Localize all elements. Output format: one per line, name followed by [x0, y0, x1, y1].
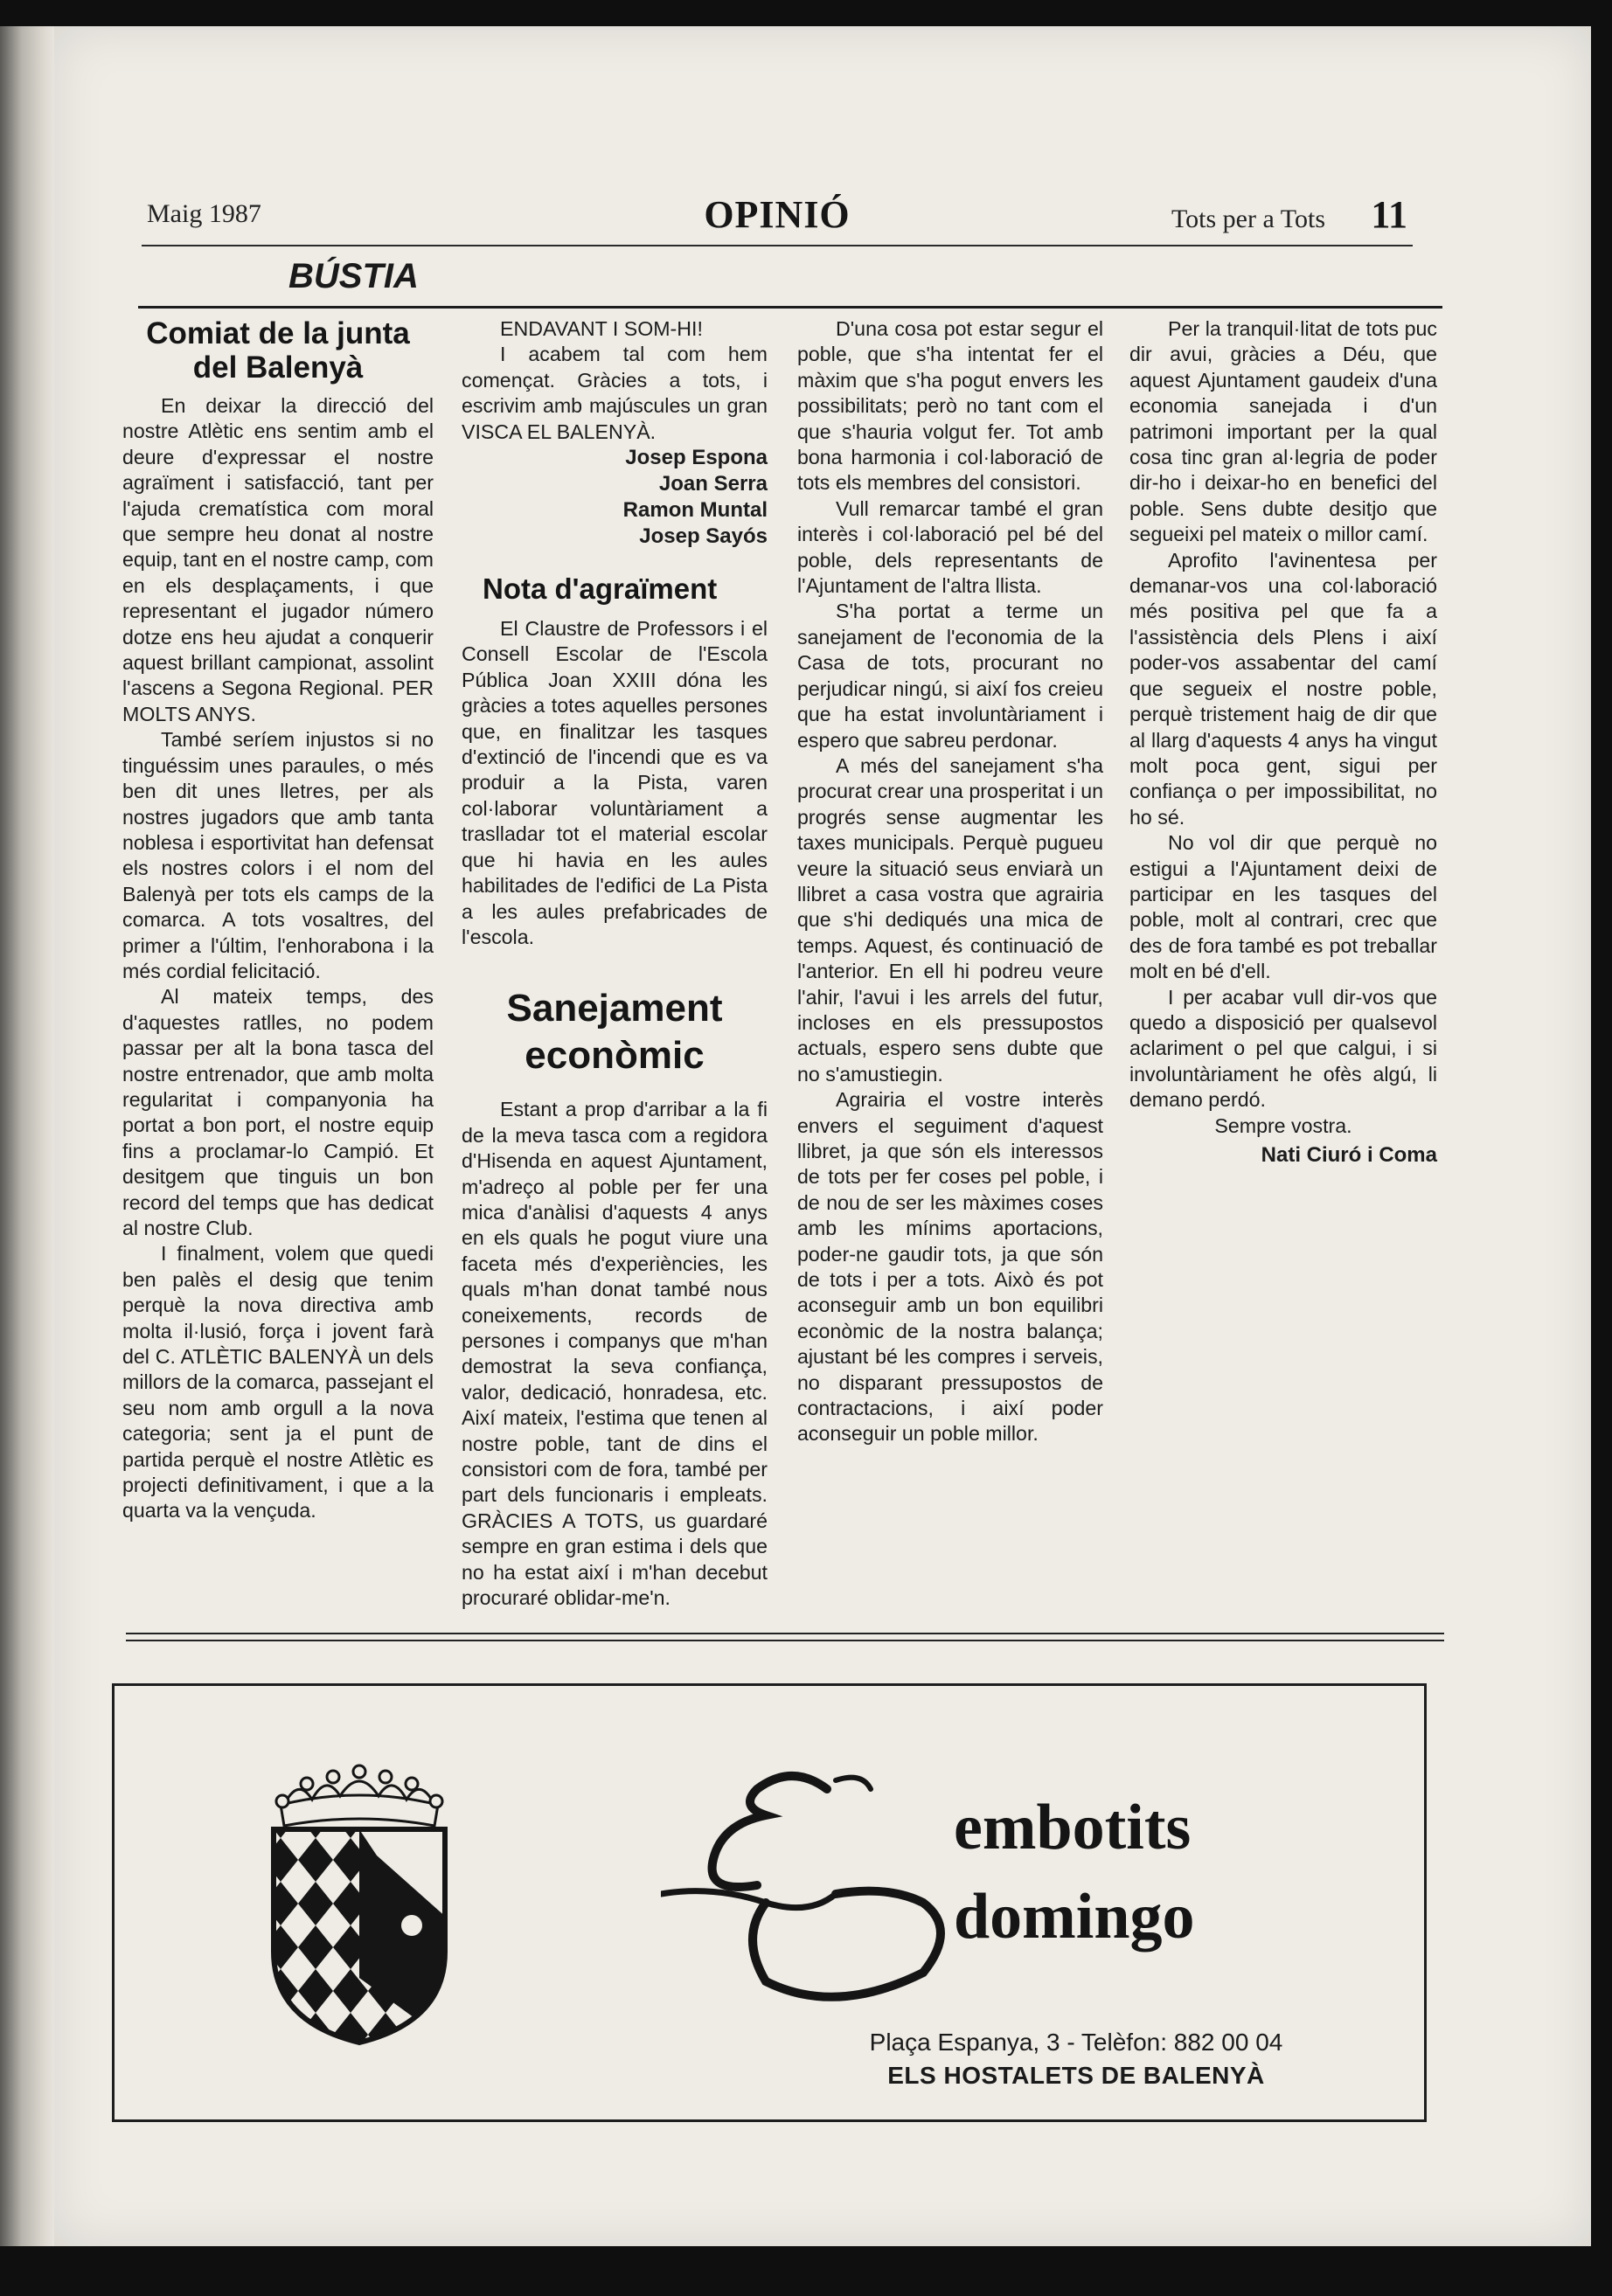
column-2	[462, 316, 768, 1619]
ed-monogram-icon	[661, 1754, 949, 2008]
article1-title: Comiat de la junta del Balenyà	[146, 316, 410, 385]
column-title-rule	[138, 306, 1442, 309]
article1-paragraph: En deixar la direcció del nostre Atlètic ens sentim amb el deure d'expressar el nostre agraïment i satisfacció, tant per l'ajuda crematística com moral que sempre heu donat al nostre equip, tant en el nostre camp, com en els desplaçaments, i que representant el jugador número dotze ens heu ajudat a conquerir aquest brillant campionat, assolint l'ascens a Segona Regional. PER MOLTS ANYS.	[122, 394, 434, 725]
column-4	[1129, 316, 1437, 1619]
signatory: Josep Espona	[625, 446, 768, 470]
article1-paragraph: ENDAVANT I SOM-HI!	[500, 317, 703, 340]
article1-paragraph: I acabem tal com hem començat. Gràcies a tots, i escrivim amb majúscules un gran VISCA EL BALENYÀ.	[462, 343, 768, 443]
article1-paragraph: Al mateix temps, des d'aquestes ratlles, no podem passar per alt la bona tasca del nostre entrenador, que amb molta regularitat i companyonia ha portat a bon port, el nostre equip fins a proclamar-lo Campió. Et desitgem que tinguis un bon record del temps que has dedicat al nostre Club.	[122, 985, 434, 1239]
advert-address: Plaça Espanya, 3 - Telèfon: 882 00 04	[869, 2029, 1283, 2056]
article3-paragraph: Agrairia el vostre interès envers el seguiment d'aquest llibret, ja que són els interessos de tots per fer coses pel poble, i de nou de ser les màximes coses amb les mínims aportacions, poder-ne gaudir tots, ja que són de tots i per a tots. Això és pot aconseguir amb un bon equilibri econòmic de la nostra balança; ajustant bé les compres i serveis, no disparant pressupostos de contractacions, i així poder aconseguir un poble millor.	[797, 1088, 1103, 1446]
article3-paragraph: A més del sanejament s'ha procurat crear una prosperitat i un progrés sense augmentar les taxes municipals. Perquè pugueu veure la situació seus enviarà un llibret a casa vostra que agrairia que s'hi dediqués una mica de temps. Aquest, és continuació de l'anterior. En ell hi podreu veure l'ahir, l'avui i les arrels del futur, incloses en els pressupostos actuals, espero sens dubte que no s'amustiegin.	[797, 753, 1103, 1086]
page-number: 11	[1371, 193, 1407, 236]
article3-paragraph: Aprofito l'avinentesa per demanar-vos una col·laboració més positiva pel que fa a l'assistència dels Plens i així poder-vos assabentar del camí que segueix el nostre poble, perquè tristement haig de dir que al llarg d'aquests 4 anys ha vingut molt poca gent, sigui per confiança o per impossibilitat, no ho sé.	[1129, 548, 1437, 829]
article3-paragraph: Per la tranquil·litat de tots puc dir avui, gràcies a Déu, que aquest Ajuntament gaudeix d'una economia sanejada i d'un patrimoni important per la qual cosa tinc gran al·legria de poder dir-ho i deixar-ho en benefici del poble. Sens dubte desitjo que segueixi pel mateix o millor camí.	[1129, 317, 1437, 546]
article1-signatories	[462, 445, 768, 550]
advertisement-box	[112, 1683, 1427, 2122]
signatory: Josep Sayós	[639, 524, 768, 549]
article3-signature: Nati Ciuró i Coma	[1261, 1143, 1437, 1167]
article3-paragraph: D'una cosa pot estar segur el poble, que s'ha intentat fer el màxim que s'ha pogut envers les possibilitats; però no tant com el que s'hauria volgut fer. Tot amb bona harmonia i col·laboració de tots els membres del consistori.	[797, 317, 1103, 495]
article3-title: Sanejament econòmic	[506, 987, 723, 1078]
article3-closing: Sempre vostra.	[1214, 1113, 1352, 1137]
section-title: OPINIÓ	[704, 193, 851, 236]
header-rule	[142, 245, 1413, 246]
footer-rule-bottom	[126, 1640, 1444, 1641]
footer-rule-top	[126, 1633, 1444, 1634]
signatory: Joan Serra	[658, 472, 768, 496]
advert-brand-line-2: domingo	[954, 1881, 1195, 1953]
signatory: Ramon Muntal	[622, 498, 768, 523]
article3-paragraph: Vull remarcar també el gran interès i col·laboració pel bé del poble, dels representants de l'Ajuntament de l'altra llista.	[797, 496, 1103, 598]
column-1	[122, 316, 434, 1619]
article3-paragraph: No vol dir que perquè no estigui a l'Ajuntament deixi de participar en les tasques del poble, molt al contrari, crec que des de fora també es pot treballar molt en bé d'ell.	[1129, 831, 1437, 983]
issue-date: Maig 1987	[147, 199, 261, 228]
article3-paragraph: S'ha portat a terme un sanejament de l'economia de la Casa de tots, procurant no perjudicar ningú, si així fos creieu que ha estat involuntàriament i espero que sabreu perdonar.	[797, 600, 1103, 752]
advert-town: ELS HOSTALETS DE BALENYÀ	[887, 2062, 1265, 2089]
publication-name: Tots per a Tots	[1171, 205, 1325, 233]
article2-title: Nota d'agraïment	[483, 572, 718, 606]
article2-paragraph: El Claustre de Professors i el Consell Escolar de l'Escola Pública Joan XXIII dóna les gràcies a totes aquelles persones que, en finalitzar les tasques d'extinció de l'incendi que es va produir a la Pista, varen col·laborar voluntàriament a traslladar tot el material escolar que hi havia en les aules habilitades de l'edifici de La Pista a les aules prefabricades de l'escola.	[462, 617, 768, 948]
page-header	[142, 192, 1413, 245]
article3-paragraph: Estant a prop d'arribar a la fi de la meva tasca com a regidora d'Hisenda en aquest Ajuntament, m'adreço al poble per fer una mica d'anàlisi d'aquests 4 anys en els quals he pogut viure una faceta més d'experiències, les quals m'han donat també nous coneixements, records de persones i companys que m'han demostrat la seva confiança, valor, dedicació, honradesa, etc. Així mateix, l'estima que tenen al nostre poble, tant de dins el consistori com de fora, també per part dels funcionaris i empleats. GRÀCIES A TOTS, us guardaré sempre en gran estima i dels que no ha estat així i m'han decebut procuraré oblidar-me'n.	[462, 1098, 768, 1610]
advert-brand-line-1: embotits	[954, 1792, 1192, 1863]
town-coat-of-arms-icon	[263, 1751, 455, 2048]
column-3	[797, 316, 1103, 1619]
article1-paragraph: I finalment, volem que quedi ben palès el desig que tenim perquè la nova directiva amb molta il·lusió, força i jovent farà del C. ATLÈTIC BALENYÀ un dels millors de la comarca, passejant el seu nom amb orgull a la nova categoria; sent ja el punt de partida perquè el nostre Atlètic es projecti definitivament, i que a la quarta va la vençuda.	[122, 1242, 434, 1523]
column-title: BÚSTIA	[288, 257, 419, 295]
magazine-spine	[0, 26, 54, 2246]
article1-paragraph: També seríem injustos si no tinguéssim unes paraules, o més ben dit unes lletres, per als nostres jugadors que amb tanta noblesa i esportivitat han defensat els nostres colors i el nom del Balenyà per tots els camps de la comarca. A tots vosaltres, del primer a l'últim, l'enhorabona i la més cordial felicitació.	[122, 728, 434, 982]
article3-paragraph: I per acabar vull dir-vos que quedo a disposició per qualsevol aclariment o pel que calgui, i si involuntàriament he ofès algú, li demano perdó.	[1129, 985, 1437, 1112]
